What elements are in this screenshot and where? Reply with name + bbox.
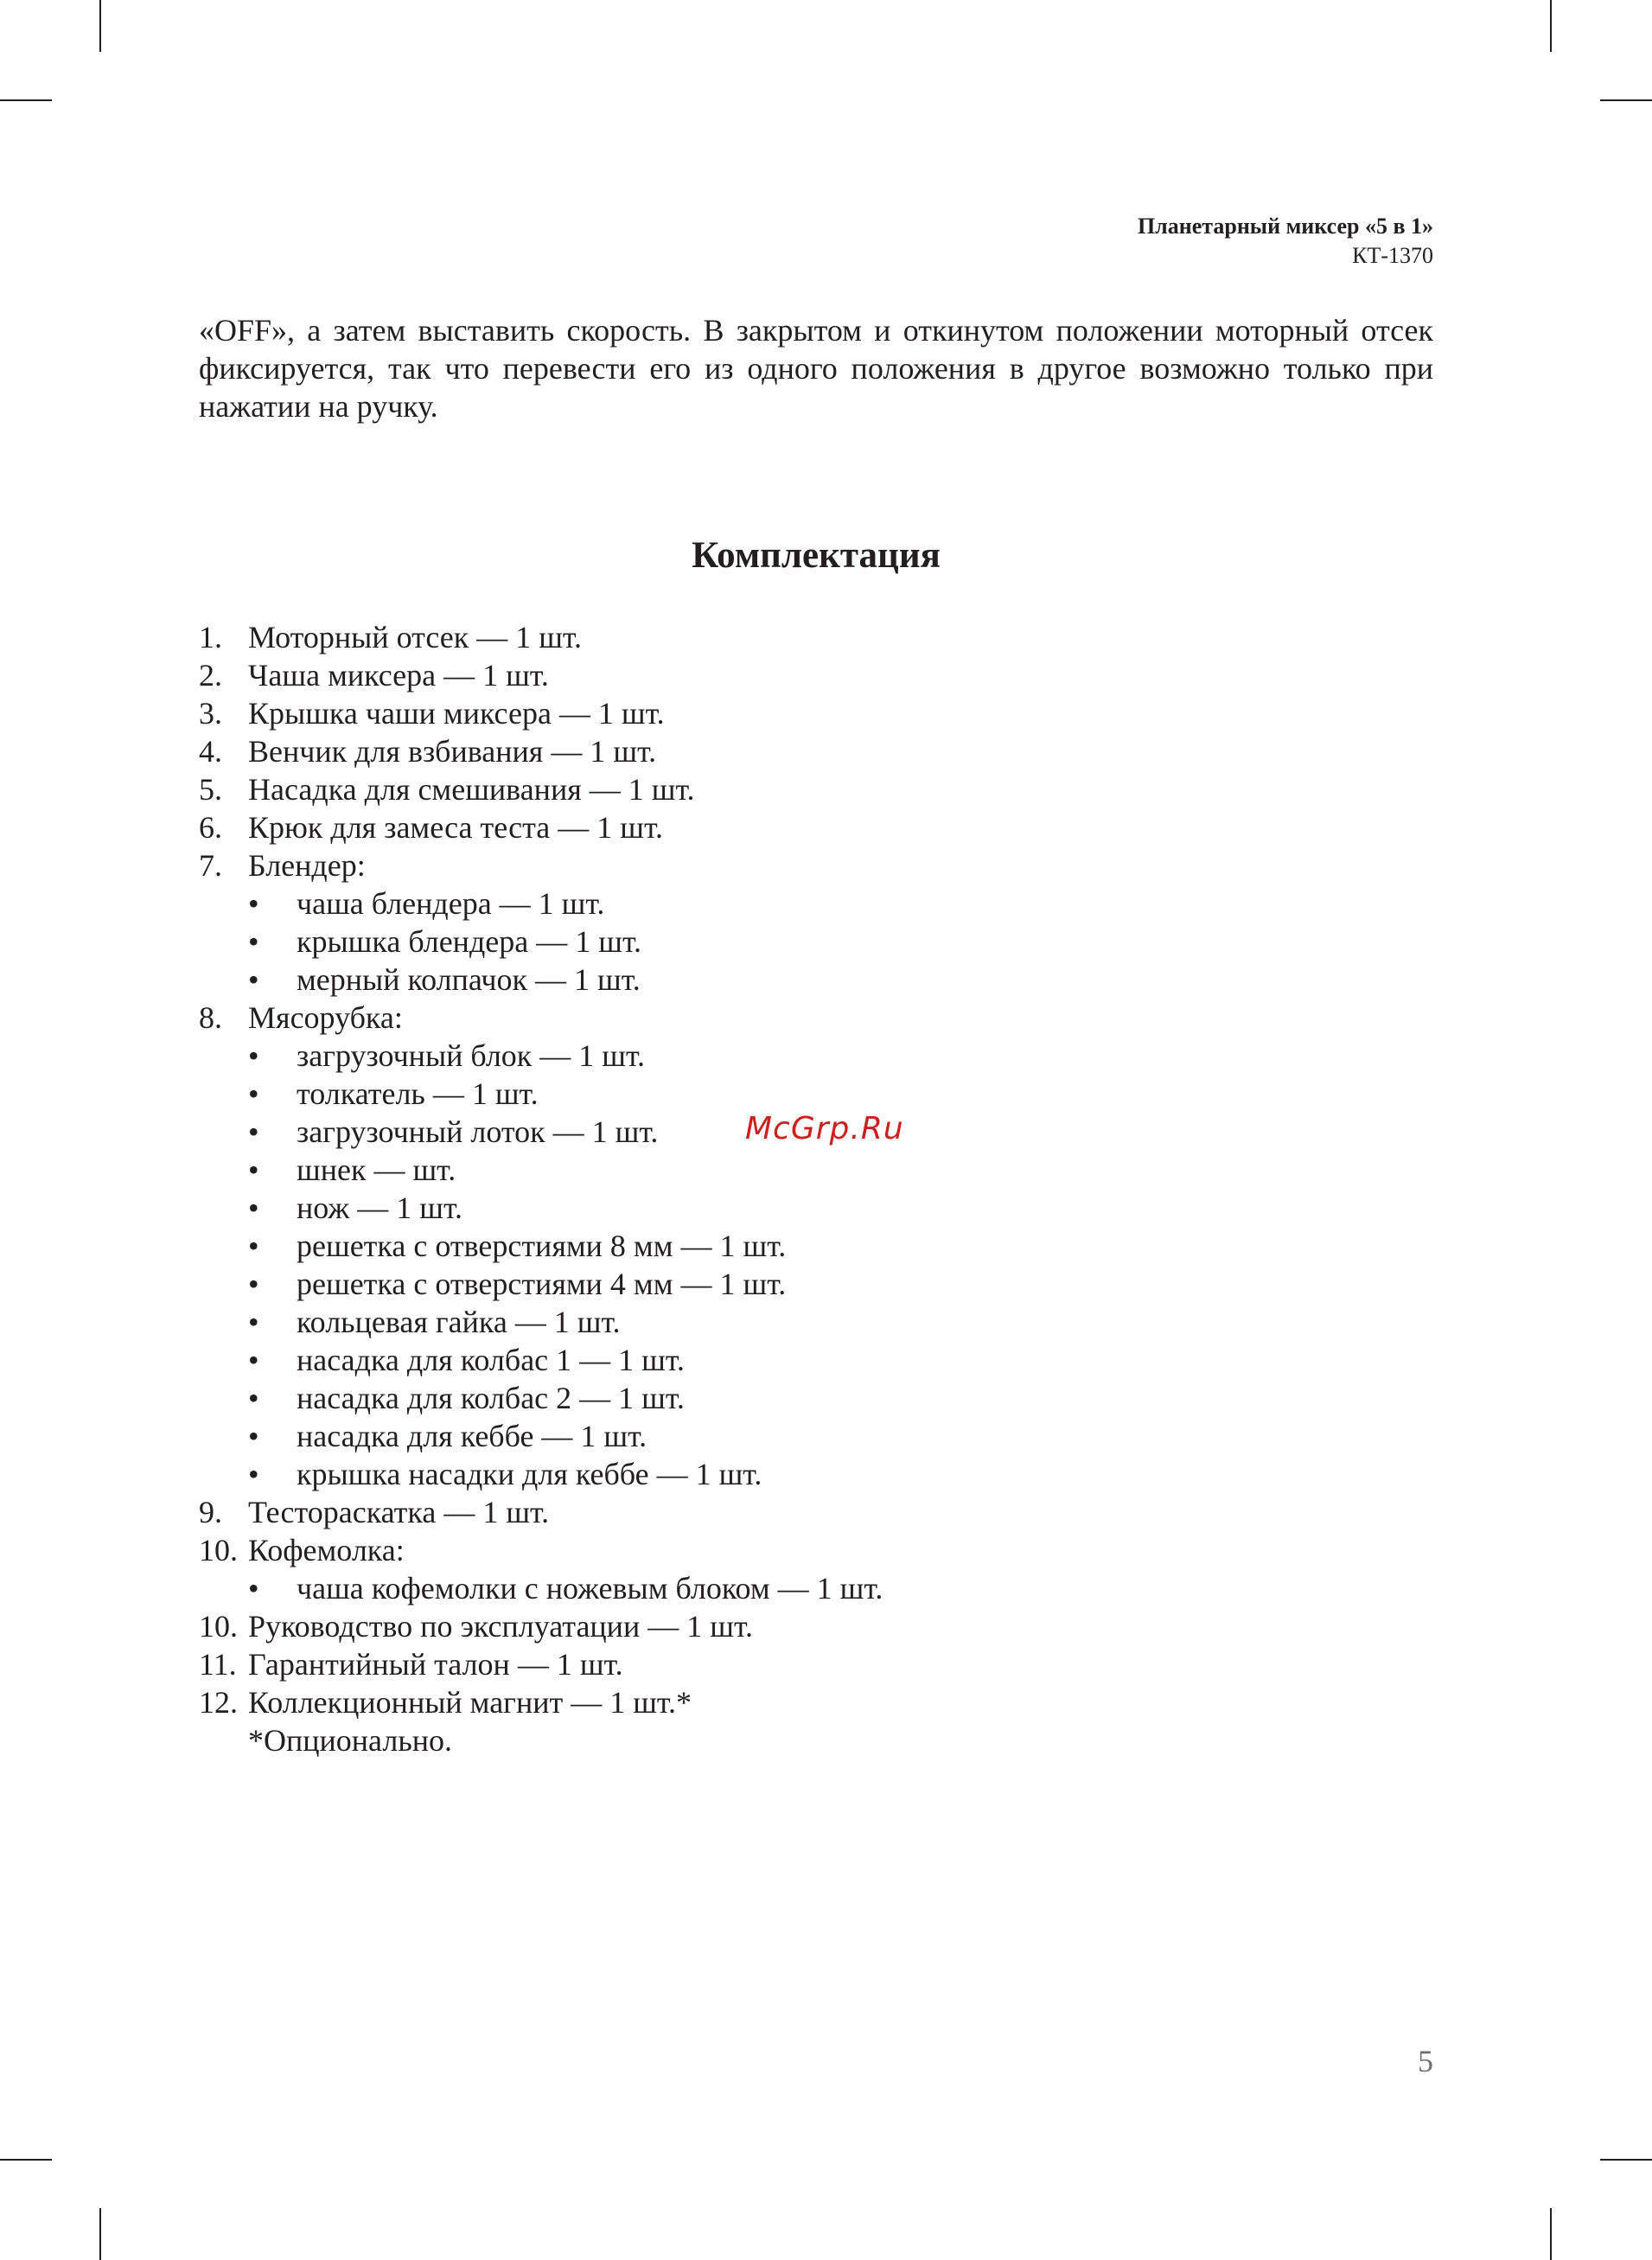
- sub-item-text: чаша кофемолки с ножевым блоком — 1 шт.: [297, 1571, 883, 1606]
- list-item: [199, 1721, 1236, 1759]
- bullet-icon: •: [248, 1191, 259, 1225]
- sub-item-text: загрузочный лоток — 1 шт.: [297, 1114, 659, 1149]
- section-heading: Комплектация: [692, 535, 941, 576]
- sub-list-item: [199, 1455, 1236, 1493]
- list-item: [199, 846, 1236, 884]
- item-text: Крышка чаши миксера — 1 шт.: [248, 696, 665, 731]
- sub-item-text: загрузочный блок — 1 шт.: [297, 1038, 646, 1073]
- sub-list-item: [199, 884, 1236, 923]
- item-text: *Опционально.: [248, 1723, 453, 1758]
- bullet-icon: •: [248, 1457, 259, 1491]
- sub-item-text: решетка с отверстиями 4 мм — 1 шт.: [297, 1267, 787, 1301]
- bullet-icon: •: [248, 1267, 259, 1301]
- intro-paragraph: «OFF», а затем выставить скорость. В закрытом и откинутом положении моторный отсек фиксируется, так что перевести его из одного положения в другое возможно только при нажатии на ручку.: [199, 313, 1433, 424]
- item-number: 8.: [199, 1000, 222, 1035]
- bullet-icon: •: [248, 1305, 259, 1339]
- list-item: [199, 1607, 1236, 1645]
- crop-mark-top-left-h: [0, 99, 52, 101]
- item-text: Чаша миксера — 1 шт.: [248, 658, 549, 693]
- item-number: 12.: [199, 1685, 238, 1720]
- item-number: 6.: [199, 810, 222, 845]
- sub-list-item: [199, 961, 1236, 999]
- bullet-icon: •: [248, 886, 259, 921]
- item-text: Тестораскатка — 1 шт.: [248, 1495, 550, 1529]
- bullet-icon: •: [248, 1114, 259, 1149]
- list-item: [199, 618, 1236, 656]
- crop-mark-bottom-right-h: [1600, 2159, 1652, 2161]
- item-number: 7.: [199, 848, 222, 883]
- list-item: [199, 770, 1236, 808]
- sub-item-text: насадка для колбас 2 — 1 шт.: [297, 1381, 685, 1415]
- sub-item-text: насадка для кеббе — 1 шт.: [297, 1419, 647, 1453]
- bullet-icon: •: [248, 924, 259, 959]
- item-number: 2.: [199, 658, 222, 693]
- item-text: Руководство по эксплуатации — 1 шт.: [248, 1609, 753, 1644]
- item-number: 1.: [199, 620, 222, 654]
- header-model: КТ-1370: [1352, 243, 1433, 268]
- sub-list-item: [199, 1037, 1236, 1075]
- bullet-icon: •: [248, 1343, 259, 1377]
- crop-mark-bottom-right: [1550, 2208, 1552, 2260]
- bullet-icon: •: [248, 1229, 259, 1263]
- sub-list-item: [199, 1227, 1236, 1265]
- item-text: Венчик для взбивания — 1 шт.: [248, 734, 657, 769]
- crop-mark-bottom-left-h: [0, 2159, 52, 2161]
- item-text: Насадка для смешивания — 1 шт.: [248, 772, 695, 807]
- bullet-icon: •: [248, 1571, 259, 1606]
- list-item: [199, 999, 1236, 1037]
- bullet-icon: •: [248, 1038, 259, 1073]
- sub-item-text: крышка насадки для кеббе — 1 шт.: [297, 1457, 762, 1491]
- item-text: Мясорубка:: [248, 1000, 403, 1035]
- sub-item-text: толкатель — 1 шт.: [297, 1076, 539, 1111]
- item-text: Моторный отсек — 1 шт.: [248, 620, 582, 654]
- sub-item-text: кольцевая гайка — 1 шт.: [297, 1305, 621, 1339]
- item-text: Крюк для замеса теста — 1 шт.: [248, 810, 663, 845]
- crop-mark-top-right-h: [1600, 99, 1652, 101]
- item-text: Гарантийный талон — 1 шт.: [248, 1647, 623, 1682]
- sub-list-item: [199, 1341, 1236, 1379]
- sub-item-text: решетка с отверстиями 8 мм — 1 шт.: [297, 1229, 787, 1263]
- list-item: [199, 694, 1236, 732]
- bullet-icon: •: [248, 962, 259, 997]
- item-text: Коллекционный магнит — 1 шт.*: [248, 1685, 692, 1720]
- crop-mark-top-left: [99, 0, 101, 52]
- contents-list: [199, 618, 1236, 1759]
- bullet-icon: •: [248, 1152, 259, 1187]
- bullet-icon: •: [248, 1381, 259, 1415]
- list-item: [199, 1645, 1236, 1683]
- item-number: 10.: [199, 1609, 238, 1644]
- sub-item-text: насадка для колбас 1 — 1 шт.: [297, 1343, 685, 1377]
- sub-list-item: [199, 1417, 1236, 1455]
- sub-item-text: нож — 1 шт.: [297, 1191, 462, 1225]
- sub-list-item: [199, 1151, 1236, 1189]
- item-number: 5.: [199, 772, 222, 807]
- crop-mark-bottom-left: [99, 2208, 101, 2260]
- running-header: [1138, 212, 1433, 271]
- bullet-icon: •: [248, 1419, 259, 1453]
- item-number: 3.: [199, 696, 222, 731]
- item-text: Блендер:: [248, 848, 366, 883]
- item-number: 10.: [199, 1533, 238, 1567]
- sub-item-text: крышка блендера — 1 шт.: [297, 924, 641, 959]
- bullet-icon: •: [248, 1076, 259, 1111]
- page-number: 5: [1418, 2044, 1433, 2078]
- list-item: [199, 1683, 1236, 1721]
- sub-item-text: мерный колпачок — 1 шт.: [297, 962, 641, 997]
- list-item: [199, 732, 1236, 770]
- list-item: [199, 1531, 1236, 1569]
- sub-list-item: [199, 1189, 1236, 1227]
- item-number: 11.: [199, 1647, 237, 1682]
- sub-list-item: [199, 1265, 1236, 1303]
- sub-list-item: [199, 1569, 1236, 1607]
- crop-mark-top-right: [1550, 0, 1552, 52]
- sub-list-item: [199, 1113, 1236, 1151]
- list-item: [199, 656, 1236, 694]
- sub-item-text: чаша блендера — 1 шт.: [297, 886, 605, 921]
- sub-list-item: [199, 923, 1236, 961]
- list-item: [199, 1493, 1236, 1531]
- watermark: McGrp.Ru: [745, 1111, 904, 1146]
- sub-list-item: [199, 1303, 1236, 1341]
- list-item: [199, 808, 1236, 846]
- sub-list-item: [199, 1379, 1236, 1417]
- header-title: Планетарный миксер «5 в 1»: [1137, 214, 1433, 239]
- item-number: 9.: [199, 1495, 222, 1529]
- item-number: 4.: [199, 734, 222, 769]
- sub-item-text: шнек — шт.: [297, 1152, 456, 1187]
- item-text: Кофемолка:: [248, 1533, 405, 1567]
- sub-list-item: [199, 1075, 1236, 1113]
